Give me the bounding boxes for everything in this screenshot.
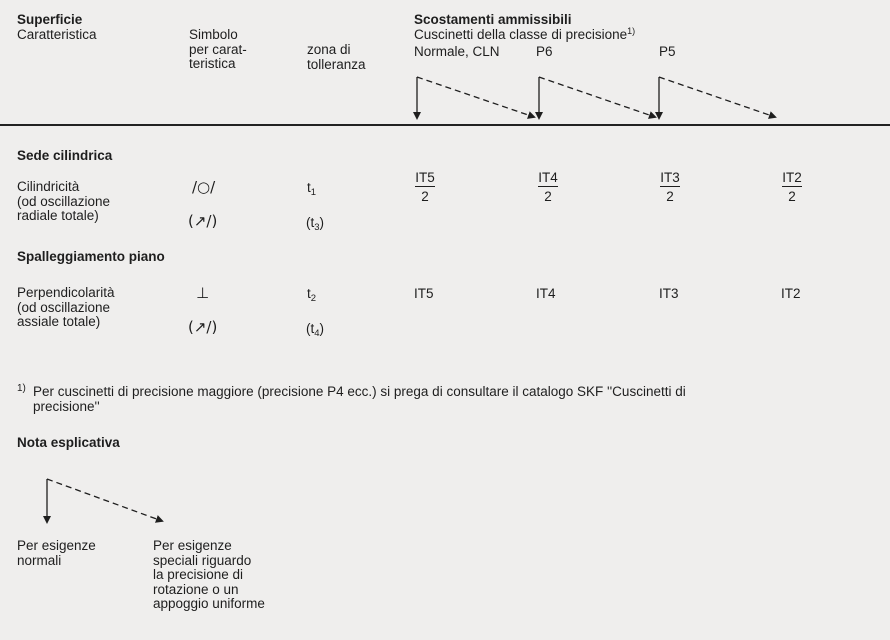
header-caratteristica: Caratteristica bbox=[17, 27, 97, 42]
fraction-bar bbox=[415, 186, 435, 187]
zone-t3-sub: 3 bbox=[314, 222, 320, 233]
class-normale: Normale, CLN bbox=[414, 44, 500, 59]
fraction-den: 2 bbox=[788, 189, 796, 204]
fraction-num: IT3 bbox=[660, 170, 680, 185]
note-right-text: Per esigenze speciali riguardo la precisione di rotazione o un appoggio uniforme bbox=[153, 538, 265, 611]
zone-t4-end: ) bbox=[319, 321, 325, 336]
fraction-num: IT2 bbox=[782, 170, 802, 185]
arrow-p6-dashed bbox=[539, 77, 655, 117]
footnote-text: Per cuscinetti di precisione maggiore (precisione P4 ecc.) si prega di consultare il catalogo SKF ''Cuscinetti di precisione'' bbox=[33, 384, 686, 414]
cylindricity-icon: /○/ bbox=[192, 178, 216, 196]
section-sede-cilindrica-label: Cilindricità (od oscillazione radiale totale) bbox=[17, 179, 111, 223]
zone-t3 bbox=[306, 216, 324, 233]
fraction-it5 bbox=[405, 170, 445, 204]
perpendicularity-icon: ⊥ bbox=[196, 284, 210, 302]
section-sede-cilindrica-title: Sede cilindrica bbox=[17, 148, 113, 163]
fraction-it4 bbox=[528, 170, 568, 204]
zone-t3-letter: (t bbox=[306, 215, 315, 230]
fraction-den: 2 bbox=[544, 189, 552, 204]
class-p6: P6 bbox=[536, 44, 553, 59]
note-title: Nota esplicativa bbox=[17, 435, 120, 450]
header-footnote-ref: 1) bbox=[627, 26, 636, 36]
total-runout-icon: (↗/) bbox=[188, 212, 218, 230]
fraction-it3 bbox=[650, 170, 690, 204]
note-left-text: Per esigenze normali bbox=[17, 538, 96, 568]
arrow-p5-dashed bbox=[659, 77, 775, 117]
value-it2: IT2 bbox=[781, 286, 801, 301]
header-divider bbox=[0, 124, 890, 126]
zone-t4-letter: (t bbox=[306, 321, 315, 336]
class-p5: P5 bbox=[659, 44, 676, 59]
fraction-bar bbox=[538, 186, 558, 187]
zone-t2-sub: 2 bbox=[310, 293, 317, 304]
value-it5: IT5 bbox=[414, 286, 434, 301]
total-runout-icon: (↗/) bbox=[188, 318, 218, 336]
header-simbolo: Simbolo per carat- teristica bbox=[189, 27, 247, 71]
fraction-bar bbox=[660, 186, 680, 187]
zone-t1-sub: 1 bbox=[310, 187, 317, 198]
fraction-num: IT4 bbox=[538, 170, 558, 185]
fraction-it2 bbox=[772, 170, 812, 204]
zone-t4-sub: 4 bbox=[314, 328, 320, 339]
header-scostamenti: Scostamenti ammissibili bbox=[414, 12, 572, 27]
value-it3: IT3 bbox=[659, 286, 679, 301]
section-spalleggiamento-label: Perpendicolarità (od oscillazione assiale totale) bbox=[17, 285, 115, 329]
arrow-normal-dashed bbox=[417, 77, 534, 117]
arrow-note-special bbox=[47, 479, 162, 521]
zone-t4 bbox=[306, 322, 324, 339]
header-superficie: Superficie bbox=[17, 12, 83, 27]
fraction-bar bbox=[782, 186, 802, 187]
fraction-den: 2 bbox=[666, 189, 674, 204]
fraction-den: 2 bbox=[421, 189, 429, 204]
section-spalleggiamento-title: Spalleggiamento piano bbox=[17, 249, 165, 264]
zone-t1-letter: t bbox=[307, 180, 311, 195]
header-cuscinetti-text: Cuscinetti della classe di precisione bbox=[414, 27, 628, 42]
header-zona-tolleranza: zona di tolleranza bbox=[307, 42, 366, 72]
zone-t2-letter: t bbox=[307, 286, 311, 301]
value-it4: IT4 bbox=[536, 286, 556, 301]
zone-t3-end: ) bbox=[319, 215, 325, 230]
fraction-num: IT5 bbox=[415, 170, 435, 185]
zone-t2 bbox=[307, 287, 316, 304]
zone-t1 bbox=[307, 181, 316, 198]
footnote-mark: 1) bbox=[17, 383, 26, 394]
